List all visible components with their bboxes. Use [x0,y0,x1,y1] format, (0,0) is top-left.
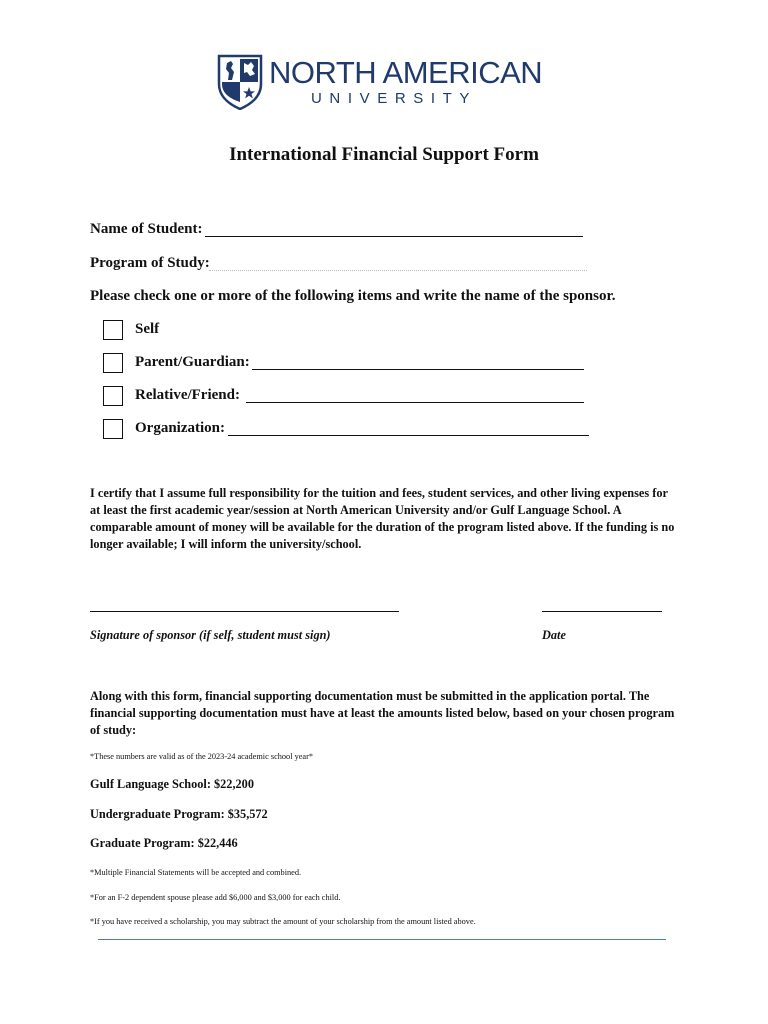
sponsor-signature-field[interactable] [90,611,399,612]
parent-guardian-checkbox[interactable] [103,353,123,373]
logo-name-text: NORTH AMERICAN [269,55,543,90]
program-of-study-field[interactable] [209,270,587,271]
form-title: International Financial Support Form [229,144,539,165]
organization-checkbox[interactable] [103,419,123,439]
organization-label: Organization: [135,420,225,436]
shield-logo-icon [217,54,263,110]
relative-friend-checkbox[interactable] [103,386,123,406]
logo-subtitle-text: UNIVERSITY [311,90,478,107]
graduate-program-amount: Graduate Program: $22,446 [90,836,238,850]
relative-friend-name-field[interactable] [246,402,584,403]
self-checkbox[interactable] [103,320,123,340]
validity-note: *These numbers are valid as of the 2023-24 academic school year* [90,752,314,761]
name-of-student-label: Name of Student: [90,221,203,237]
signature-date-field[interactable] [542,611,662,612]
sponsor-signature-caption: Signature of sponsor (if self, student must sign) [90,628,331,642]
note-f2-dependent: *For an F-2 dependent spouse please add $6,000 and $3,000 for each child. [90,893,341,902]
footer-divider [98,939,666,940]
documentation-statement: Along with this form, financial supporting documentation must be submitted in the application portal. The financial supporting documentation must have at least the amounts listed below, based on your chosen program of study: [90,689,675,737]
parent-guardian-label: Parent/Guardian: [135,354,250,370]
self-label: Self [135,321,160,337]
note-scholarship: *If you have received a scholarship, you may subtract the amount of your scholarship from the amount listed above. [90,917,476,926]
parent-guardian-name-field[interactable] [252,369,584,370]
undergraduate-program-amount: Undergraduate Program: $35,572 [90,807,268,821]
university-logo [217,54,552,112]
certification-statement: I certify that I assume full responsibility for the tuition and fees, student services, and other living expenses for at least the first academic year/session at North American University and/or Gulf Language School. A comparable amount of money will be available for the duration of the program listed above. If the funding is no longer available; I will inform the university/school. [90,486,675,551]
relative-friend-label: Relative/Friend: [135,387,240,403]
organization-name-field[interactable] [228,435,589,436]
name-of-student-field[interactable] [205,236,583,237]
program-of-study-label: Program of Study: [90,255,210,271]
note-multiple-statements: *Multiple Financial Statements will be accepted and combined. [90,868,302,877]
sponsor-instruction: Please check one or more of the following items and write the name of the sponsor. [90,288,616,304]
gulf-language-school-amount: Gulf Language School: $22,200 [90,777,254,791]
date-caption: Date [542,628,566,642]
